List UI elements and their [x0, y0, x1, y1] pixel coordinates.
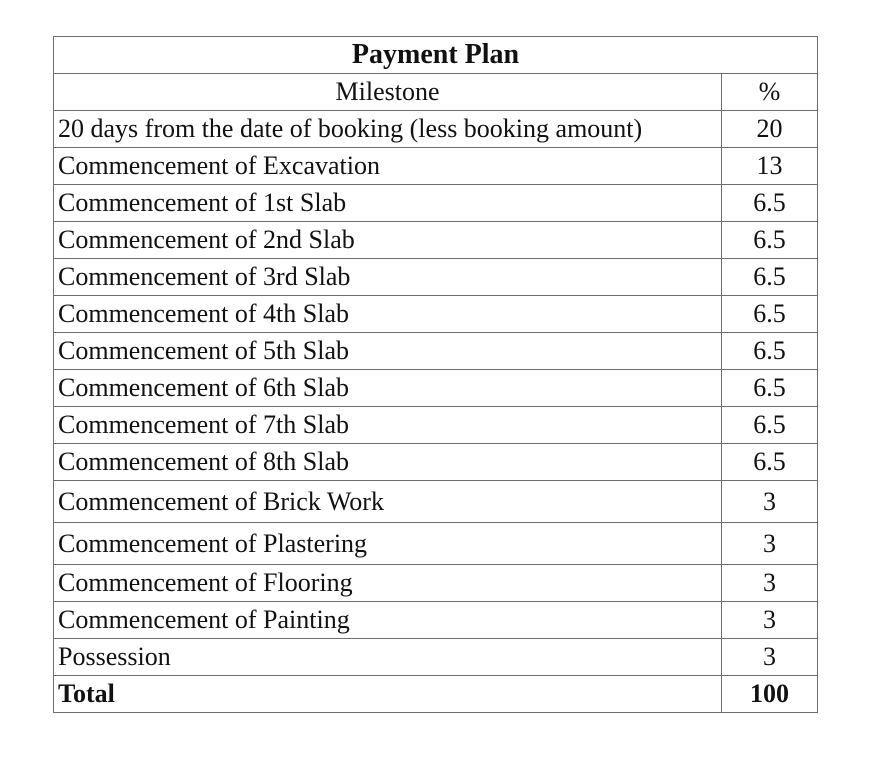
milestone-cell: Commencement of Painting — [54, 602, 722, 639]
milestone-cell: Commencement of 6th Slab — [54, 370, 722, 407]
percent-cell: 6.5 — [722, 333, 818, 370]
milestone-cell: Commencement of 7th Slab — [54, 407, 722, 444]
milestone-cell: Commencement of Excavation — [54, 148, 722, 185]
percent-cell: 3 — [722, 639, 818, 676]
milestone-cell: Commencement of Plastering — [54, 523, 722, 565]
percent-cell: 3 — [722, 565, 818, 602]
percent-cell: 3 — [722, 481, 818, 523]
table-row — [54, 148, 818, 185]
milestone-cell: Commencement of Flooring — [54, 565, 722, 602]
milestone-cell: Commencement of 5th Slab — [54, 333, 722, 370]
table-row — [54, 296, 818, 333]
percent-cell: 6.5 — [722, 370, 818, 407]
table-row — [54, 565, 818, 602]
table-row — [54, 481, 818, 523]
milestone-cell: Possession — [54, 639, 722, 676]
percent-cell: 6.5 — [722, 259, 818, 296]
milestone-cell: Commencement of Brick Work — [54, 481, 722, 523]
table-row — [54, 333, 818, 370]
table-row — [54, 444, 818, 481]
table-row — [54, 111, 818, 148]
percent-cell: 6.5 — [722, 444, 818, 481]
milestone-cell: Commencement of 2nd Slab — [54, 222, 722, 259]
percent-cell: 3 — [722, 523, 818, 565]
milestone-cell: Commencement of 4th Slab — [54, 296, 722, 333]
total-label: Total — [54, 676, 722, 713]
table-title: Payment Plan — [54, 37, 818, 74]
milestone-header: Milestone — [54, 74, 722, 111]
table-row — [54, 407, 818, 444]
percent-cell: 6.5 — [722, 222, 818, 259]
table-row — [54, 185, 818, 222]
percent-cell: 6.5 — [722, 296, 818, 333]
percent-cell: 20 — [722, 111, 818, 148]
table-row — [54, 602, 818, 639]
table-row — [54, 222, 818, 259]
table-row — [54, 259, 818, 296]
table-row — [54, 370, 818, 407]
milestone-cell: 20 days from the date of booking (less booking amount) — [54, 111, 722, 148]
payment-plan-table — [53, 36, 818, 713]
percent-cell: 6.5 — [722, 407, 818, 444]
milestone-cell: Commencement of 3rd Slab — [54, 259, 722, 296]
percent-header: % — [722, 74, 818, 111]
percent-cell: 13 — [722, 148, 818, 185]
table-row — [54, 639, 818, 676]
total-row — [54, 676, 818, 713]
total-percent: 100 — [722, 676, 818, 713]
table-row — [54, 523, 818, 565]
milestone-cell: Commencement of 1st Slab — [54, 185, 722, 222]
percent-cell: 3 — [722, 602, 818, 639]
percent-cell: 6.5 — [722, 185, 818, 222]
milestone-cell: Commencement of 8th Slab — [54, 444, 722, 481]
